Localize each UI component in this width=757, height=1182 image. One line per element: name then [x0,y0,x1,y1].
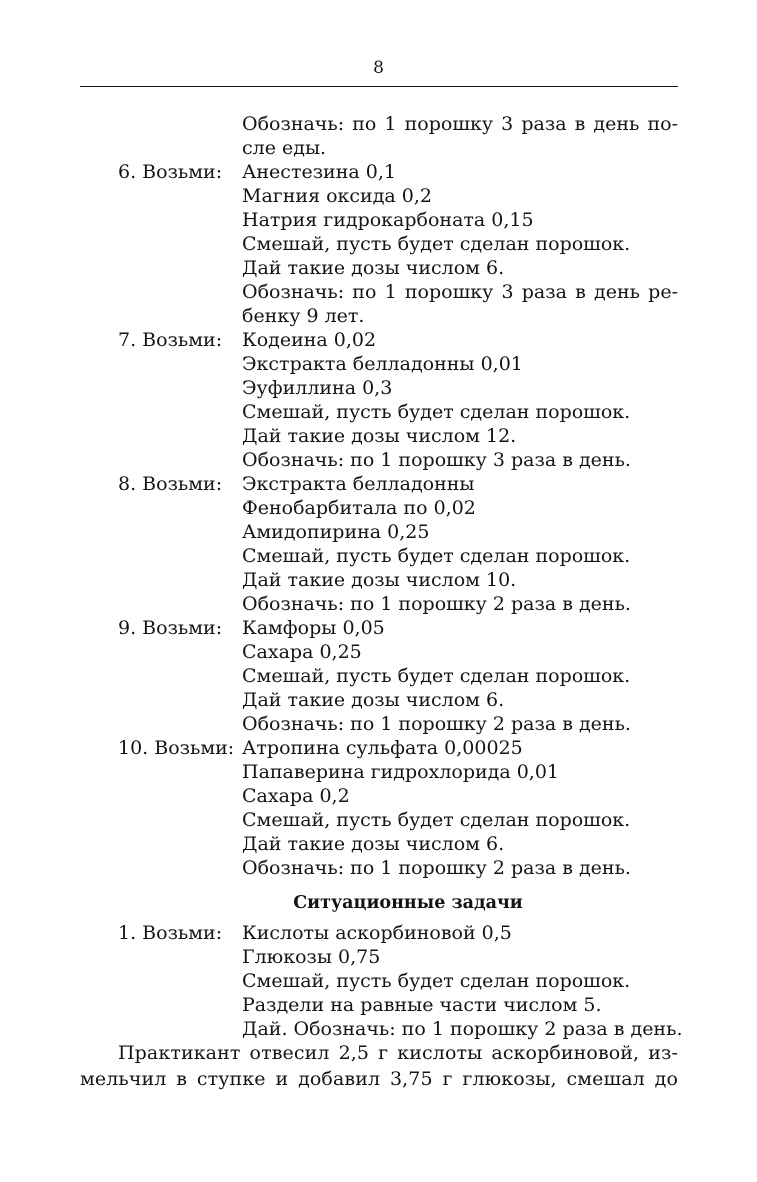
prescription-line [118,921,678,945]
situational-task [118,921,683,1041]
paragraph-line: мельчил в ступке и добавил 3,75 г глюкозы, смешал до [80,1068,678,1090]
prescription-number: 7. Возьми: [118,329,223,351]
prescription-line [118,760,678,784]
ingredient-text: Амидопирина 0,25 [242,521,430,543]
prescription-line [118,448,678,472]
prescription-line [118,808,678,832]
prescription-line [118,520,678,544]
ingredient-text: Натрия гидрокарбоната 0,15 [242,209,534,231]
prescription-line [118,993,678,1017]
prescription-line [118,112,678,136]
prescription-line [118,969,678,993]
ingredient-text: сле еды. [242,137,327,159]
ingredient-text: Смешай, пусть будет сделан порошок. [242,809,631,831]
ingredient-text: Анестезина 0,1 [242,161,396,183]
ingredient-text: Смешай, пусть будет сделан порошок. [242,545,631,567]
ingredient-text: Обозначь: по 1 порошку 3 раза в день. [242,449,631,471]
prescription-line [118,280,678,304]
ingredient-text: Дай такие дозы числом 12. [242,425,517,447]
prescription-number: 10. Возьми: [118,737,235,759]
prescription-line [118,945,678,969]
prescription-block [118,616,678,736]
ingredient-text: Папаверина гидрохлорида 0,01 [242,761,560,783]
prescription-line [118,640,678,664]
prescription-line [118,472,678,496]
prescription-line [118,376,678,400]
paragraph-line: Практикант отвесил 2,5 г кислоты аскорбиновой, из- [118,1042,678,1064]
task-prescription [118,921,683,1041]
prescription-line [118,352,678,376]
ingredient-text: Сахара 0,2 [242,785,350,807]
ingredient-text: Смешай, пусть будет сделан порошок. [242,665,631,687]
prescription-line [118,856,678,880]
ingredient-text: Атропина сульфата 0,00025 [242,737,523,759]
ingredient-text: Глюкозы 0,75 [242,946,381,968]
ingredient-text: Кислоты аскорбиновой 0,5 [242,922,512,944]
prescription-line [118,736,678,760]
ingredient-text: Кодеина 0,02 [242,329,377,351]
ingredient-text: Обозначь: по 1 порошку 2 раза в день. [242,713,631,735]
ingredient-text: Экстракта белладонны [242,473,475,495]
ingredient-text: Сахара 0,25 [242,641,362,663]
prescription-line [118,304,678,328]
ingredient-text: Смешай, пусть будет сделан порошок. [242,401,631,423]
prescription-line [118,712,678,736]
prescription-block [118,736,678,880]
ingredient-text: Обозначь: по 1 порошку 3 раза в день по- [242,113,678,135]
prescription-line [118,784,678,808]
ingredient-text: Магния оксида 0,2 [242,185,432,207]
ingredient-text: Дай. Обозначь: по 1 порошку 2 раза в день. [242,1018,683,1040]
prescription-line [118,832,678,856]
prescription-block [118,328,678,472]
prescription-number: 6. Возьми: [118,161,223,183]
prescription-line [118,424,678,448]
prescription-line [118,184,678,208]
header-rule [80,86,678,87]
ingredient-text: Дай такие дозы числом 6. [242,257,505,279]
ingredient-text: Обозначь: по 1 порошку 2 раза в день. [242,857,631,879]
prescription-line [118,592,678,616]
prescription-line [118,400,678,424]
prescription-line [118,232,678,256]
prescription-line [118,544,678,568]
prescription-line [118,328,678,352]
ingredient-text: Дай такие дозы числом 6. [242,833,505,855]
ingredient-text: Смешай, пусть будет сделан порошок. [242,970,631,992]
prescription-number: 8. Возьми: [118,473,223,495]
ingredient-text: Экстракта белладонны 0,01 [242,353,523,375]
ingredient-text: Фенобарбитала по 0,02 [242,497,476,519]
ingredient-text: Обозначь: по 1 порошку 3 раза в день ре- [242,281,678,303]
prescription-number: 9. Возьми: [118,617,223,639]
prescription-line [118,664,678,688]
prescription-line [118,688,678,712]
prescription-block [118,472,678,616]
ingredient-text: бенку 9 лет. [242,305,365,327]
ingredient-text: Дай такие дозы числом 10. [242,569,517,591]
prescription-line [118,568,678,592]
prescription-line [118,256,678,280]
ingredient-text: Смешай, пусть будет сделан порошок. [242,233,631,255]
ingredient-text: Раздели на равные части числом 5. [242,994,602,1016]
prescription-line [118,1017,683,1041]
prescription-line [118,160,678,184]
prescription-line [118,136,678,160]
page-number: 8 [373,58,384,78]
prescription-line [118,496,678,520]
prescription-block [118,112,678,160]
ingredient-text: Камфоры 0,05 [242,617,385,639]
ingredient-text: Эуфиллина 0,3 [242,377,393,399]
ingredient-text: Обозначь: по 1 порошку 2 раза в день. [242,593,631,615]
prescription-line [118,616,678,640]
prescription-line [118,208,678,232]
prescription-number: 1. Возьми: [118,922,223,944]
section-title: Ситуационные задачи [293,893,523,913]
prescriptions [118,112,678,880]
task-paragraph [80,1040,678,1092]
ingredient-text: Дай такие дозы числом 6. [242,689,505,711]
prescription-list [118,112,683,1041]
prescription-block [118,160,678,328]
